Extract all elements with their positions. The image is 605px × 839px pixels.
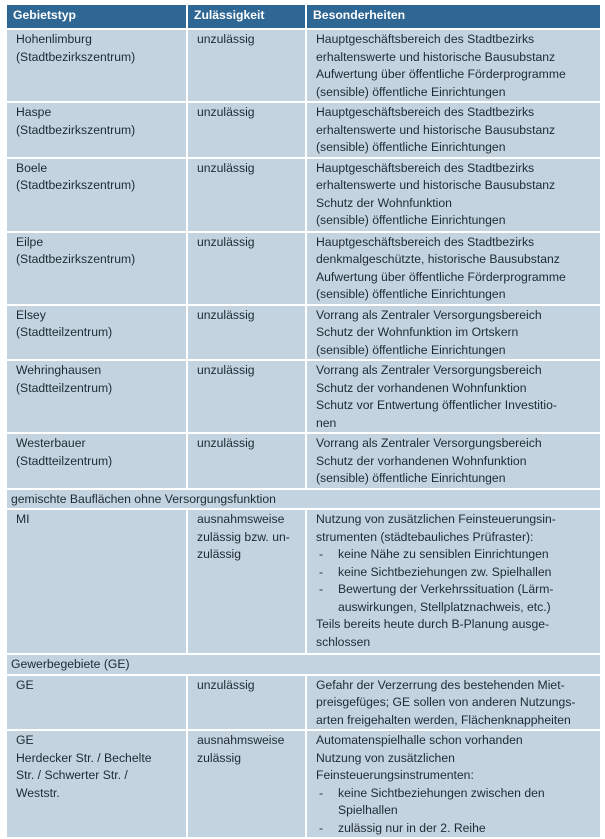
section-row <box>6 654 601 675</box>
gebietstyp-line: Herdecker Str. / Bechelte <box>16 750 152 765</box>
zulaessigkeit-line: unzulässig <box>197 105 255 119</box>
besonderheiten-line: schlossen <box>316 634 371 649</box>
gebietstyp-line: Boele <box>16 160 48 175</box>
table-row <box>6 232 601 305</box>
zulaessigkeit-line: ausnahmsweise <box>197 733 285 747</box>
besonderheiten-line: Schutz der Wohnfunktion <box>316 195 452 210</box>
besonderheiten-line: erhaltenswerte und historische Bausubstanz <box>316 49 556 64</box>
zulaessigkeit-line: unzulässig <box>197 677 255 692</box>
besonderheiten-line: (sensible) öffentliche Einrichtungen <box>316 213 506 227</box>
gebietstyp-line: Elsey <box>16 307 46 322</box>
gebietstyp-line: (Stadtbezirkszentrum) <box>16 252 136 266</box>
cell-gebietstyp <box>6 509 187 654</box>
cell-besonderheiten <box>306 305 601 361</box>
bullet-text: keine Sichtbeziehungen zw. Spielhallen <box>338 564 552 579</box>
cell-zulaessigkeit <box>187 158 306 232</box>
besonderheiten-line: Vorrang als Zentraler Versorgungsbereich <box>316 436 542 450</box>
table-body <box>6 29 601 838</box>
besonderheiten-line: Schutz der Wohnfunktion im Ortskern <box>316 325 519 339</box>
zulaessigkeit-line: zulässig <box>197 750 242 765</box>
besonderheiten-line: strumenten (städtebauliches Prüfraster): <box>316 529 534 544</box>
cell-besonderheiten <box>306 360 601 433</box>
table-row <box>6 102 601 158</box>
besonderheiten-line: Hauptgeschäftsbereich des Stadtbezirks <box>316 105 535 119</box>
besonderheiten-line: erhaltenswerte und historische Bausubstanz <box>316 178 556 192</box>
cell-gebietstyp <box>6 29 187 102</box>
cell-gebietstyp <box>6 360 187 433</box>
besonderheiten-line: (sensible) öffentliche Einrichtungen <box>316 342 506 357</box>
besonderheiten-line: Feinsteuerungsinstrumenten: <box>316 768 474 782</box>
cell-gebietstyp <box>6 675 187 731</box>
besonderheiten-line: erhaltenswerte und historische Bausubstanz <box>316 122 556 137</box>
regulation-table <box>5 3 602 839</box>
bullet-dash: - <box>319 785 324 800</box>
gebietstyp-line: (Stadtteilzentrum) <box>16 453 113 468</box>
cell-besonderheiten <box>306 102 601 158</box>
gebietstyp-line: (Stadtteilzentrum) <box>16 325 113 339</box>
besonderheiten-line: (sensible) öffentliche Einrichtungen <box>316 287 506 301</box>
gebietstyp-line: (Stadtbezirkszentrum) <box>16 49 136 64</box>
section-row <box>6 489 601 510</box>
besonderheiten-line: Aufwertung über öffentliche Förderprogramme <box>316 269 566 284</box>
gebietstyp-line: Weststr. <box>16 785 60 800</box>
cell-besonderheiten <box>306 158 601 232</box>
gebietstyp-line: MI <box>16 512 30 526</box>
bullet-text: zulässig nur in der 2. Reihe <box>338 820 486 835</box>
besonderheiten-line: (sensible) öffentliche Einrichtungen <box>316 84 506 99</box>
section-title: Gewerbegebiete (GE) <box>6 654 601 675</box>
gebietstyp-line: GE <box>16 733 34 747</box>
column-header-besonderheiten: Besonderheiten <box>306 4 601 29</box>
table-row <box>6 675 601 731</box>
besonderheiten-line: Aufwertung über öffentliche Förderprogramme <box>316 67 566 81</box>
besonderheiten-line: Hauptgeschäftsbereich des Stadtbezirks <box>316 32 535 46</box>
zulaessigkeit-line: zulässig bzw. un- <box>197 529 290 544</box>
column-header-zulaessigkeit: Zulässigkeit <box>187 4 306 29</box>
cell-besonderheiten <box>306 232 601 305</box>
besonderheiten-line: Vorrang als Zentraler Versorgungsbereich <box>316 363 542 377</box>
bullet-item-line <box>316 785 594 803</box>
table-row <box>6 29 601 102</box>
cell-gebietstyp <box>6 305 187 361</box>
besonderheiten-line: nen <box>316 415 337 430</box>
cell-besonderheiten <box>306 509 601 654</box>
table-row <box>6 360 601 433</box>
cell-zulaessigkeit <box>187 305 306 361</box>
cell-gebietstyp <box>6 158 187 232</box>
table-row <box>6 158 601 232</box>
cell-zulaessigkeit <box>187 29 306 102</box>
gebietstyp-line: Haspe <box>16 105 52 119</box>
cell-gebietstyp <box>6 232 187 305</box>
zulaessigkeit-line: ausnahmsweise <box>197 512 285 526</box>
bullet-text: auswirkungen, Stellplatznachweis, etc.) <box>338 599 551 614</box>
zulaessigkeit-line: unzulässig <box>197 436 255 450</box>
zulaessigkeit-line: unzulässig <box>197 160 255 175</box>
cell-gebietstyp <box>6 730 187 838</box>
bullet-item-line <box>316 564 594 582</box>
bullet-item-line <box>316 599 594 617</box>
gebietstyp-line: Westerbauer <box>16 436 86 450</box>
cell-zulaessigkeit <box>187 232 306 305</box>
bullet-item-line <box>316 802 594 820</box>
cell-zulaessigkeit <box>187 102 306 158</box>
zulaessigkeit-line: zulässig <box>197 547 242 561</box>
bullet-text: keine Nähe zu sensiblen Einrichtungen <box>338 547 549 561</box>
table-header-row <box>6 4 601 29</box>
table-row <box>6 730 601 838</box>
gebietstyp-line: (Stadtbezirkszentrum) <box>16 178 136 192</box>
besonderheiten-line: Teils bereits heute durch B-Planung ausge- <box>316 617 550 631</box>
besonderheiten-line: Hauptgeschäftsbereich des Stadtbezirks <box>316 160 535 175</box>
table-row <box>6 433 601 489</box>
cell-besonderheiten <box>306 730 601 838</box>
besonderheiten-line: Vorrang als Zentraler Versorgungsbereich <box>316 307 542 322</box>
bullet-item-line <box>316 820 594 838</box>
cell-besonderheiten <box>306 675 601 731</box>
bullet-item-line <box>316 581 594 599</box>
besonderheiten-line: Nutzung von zusätzlichen Feinsteuerungsin- <box>316 512 556 526</box>
besonderheiten-line: denkmalgeschützte, historische Bausubstanz <box>316 252 560 266</box>
besonderheiten-line: (sensible) öffentliche Einrichtungen <box>316 140 506 154</box>
besonderheiten-line: Schutz der vorhandenen Wohnfunktion <box>316 380 527 395</box>
bullet-text: Spielhallen <box>338 803 398 817</box>
bullet-dash: - <box>319 582 324 596</box>
section-title: gemischte Bauflächen ohne Versorgungsfunktion <box>6 489 601 510</box>
cell-gebietstyp <box>6 433 187 489</box>
zulaessigkeit-line: unzulässig <box>197 363 255 377</box>
bullet-text: keine Sichtbeziehungen zwischen den <box>338 785 545 800</box>
besonderheiten-line: Nutzung von zusätzlichen <box>316 750 455 765</box>
cell-zulaessigkeit <box>187 360 306 433</box>
besonderheiten-line: arten freigehalten werden, Flächenknappheiten <box>316 712 571 727</box>
bullet-dash: - <box>319 820 324 835</box>
zulaessigkeit-line: unzulässig <box>197 234 255 249</box>
bullet-dash: - <box>319 547 324 561</box>
gebietstyp-line: (Stadtteilzentrum) <box>16 380 113 395</box>
cell-besonderheiten <box>306 29 601 102</box>
table-row <box>6 305 601 361</box>
zulaessigkeit-line: unzulässig <box>197 307 255 322</box>
cell-zulaessigkeit <box>187 675 306 731</box>
besonderheiten-line: (sensible) öffentliche Einrichtungen <box>316 471 506 485</box>
cell-zulaessigkeit <box>187 730 306 838</box>
besonderheiten-line: preisgefüges; GE sollen von anderen Nutzungs- <box>316 695 576 709</box>
cell-zulaessigkeit <box>187 509 306 654</box>
cell-besonderheiten <box>306 433 601 489</box>
besonderheiten-line: Schutz der vorhandenen Wohnfunktion <box>316 453 527 468</box>
gebietstyp-line: GE <box>16 677 34 692</box>
bullet-dash: - <box>319 564 324 579</box>
besonderheiten-line: Automatenspielhalle schon vorhanden <box>316 733 523 747</box>
besonderheiten-line: Gefahr der Verzerrung des bestehenden Miet- <box>316 677 565 692</box>
bullet-item-line <box>316 546 594 564</box>
column-header-gebietstyp: Gebietstyp <box>6 4 187 29</box>
cell-zulaessigkeit <box>187 433 306 489</box>
zulaessigkeit-line: unzulässig <box>197 32 255 46</box>
gebietstyp-line: Hohenlimburg <box>16 32 92 46</box>
besonderheiten-line: Schutz vor Entwertung öffentlicher Investitio- <box>316 398 557 412</box>
besonderheiten-line: Hauptgeschäftsbereich des Stadtbezirks <box>316 234 535 249</box>
gebietstyp-line: Eilpe <box>16 234 44 249</box>
gebietstyp-line: (Stadtbezirkszentrum) <box>16 122 136 137</box>
bullet-text: Bewertung der Verkehrssituation (Lärm- <box>338 582 554 596</box>
gebietstyp-line: Str. / Schwerter Str. / <box>16 768 128 782</box>
cell-gebietstyp <box>6 102 187 158</box>
gebietstyp-line: Wehringhausen <box>16 363 102 377</box>
table-row <box>6 509 601 654</box>
